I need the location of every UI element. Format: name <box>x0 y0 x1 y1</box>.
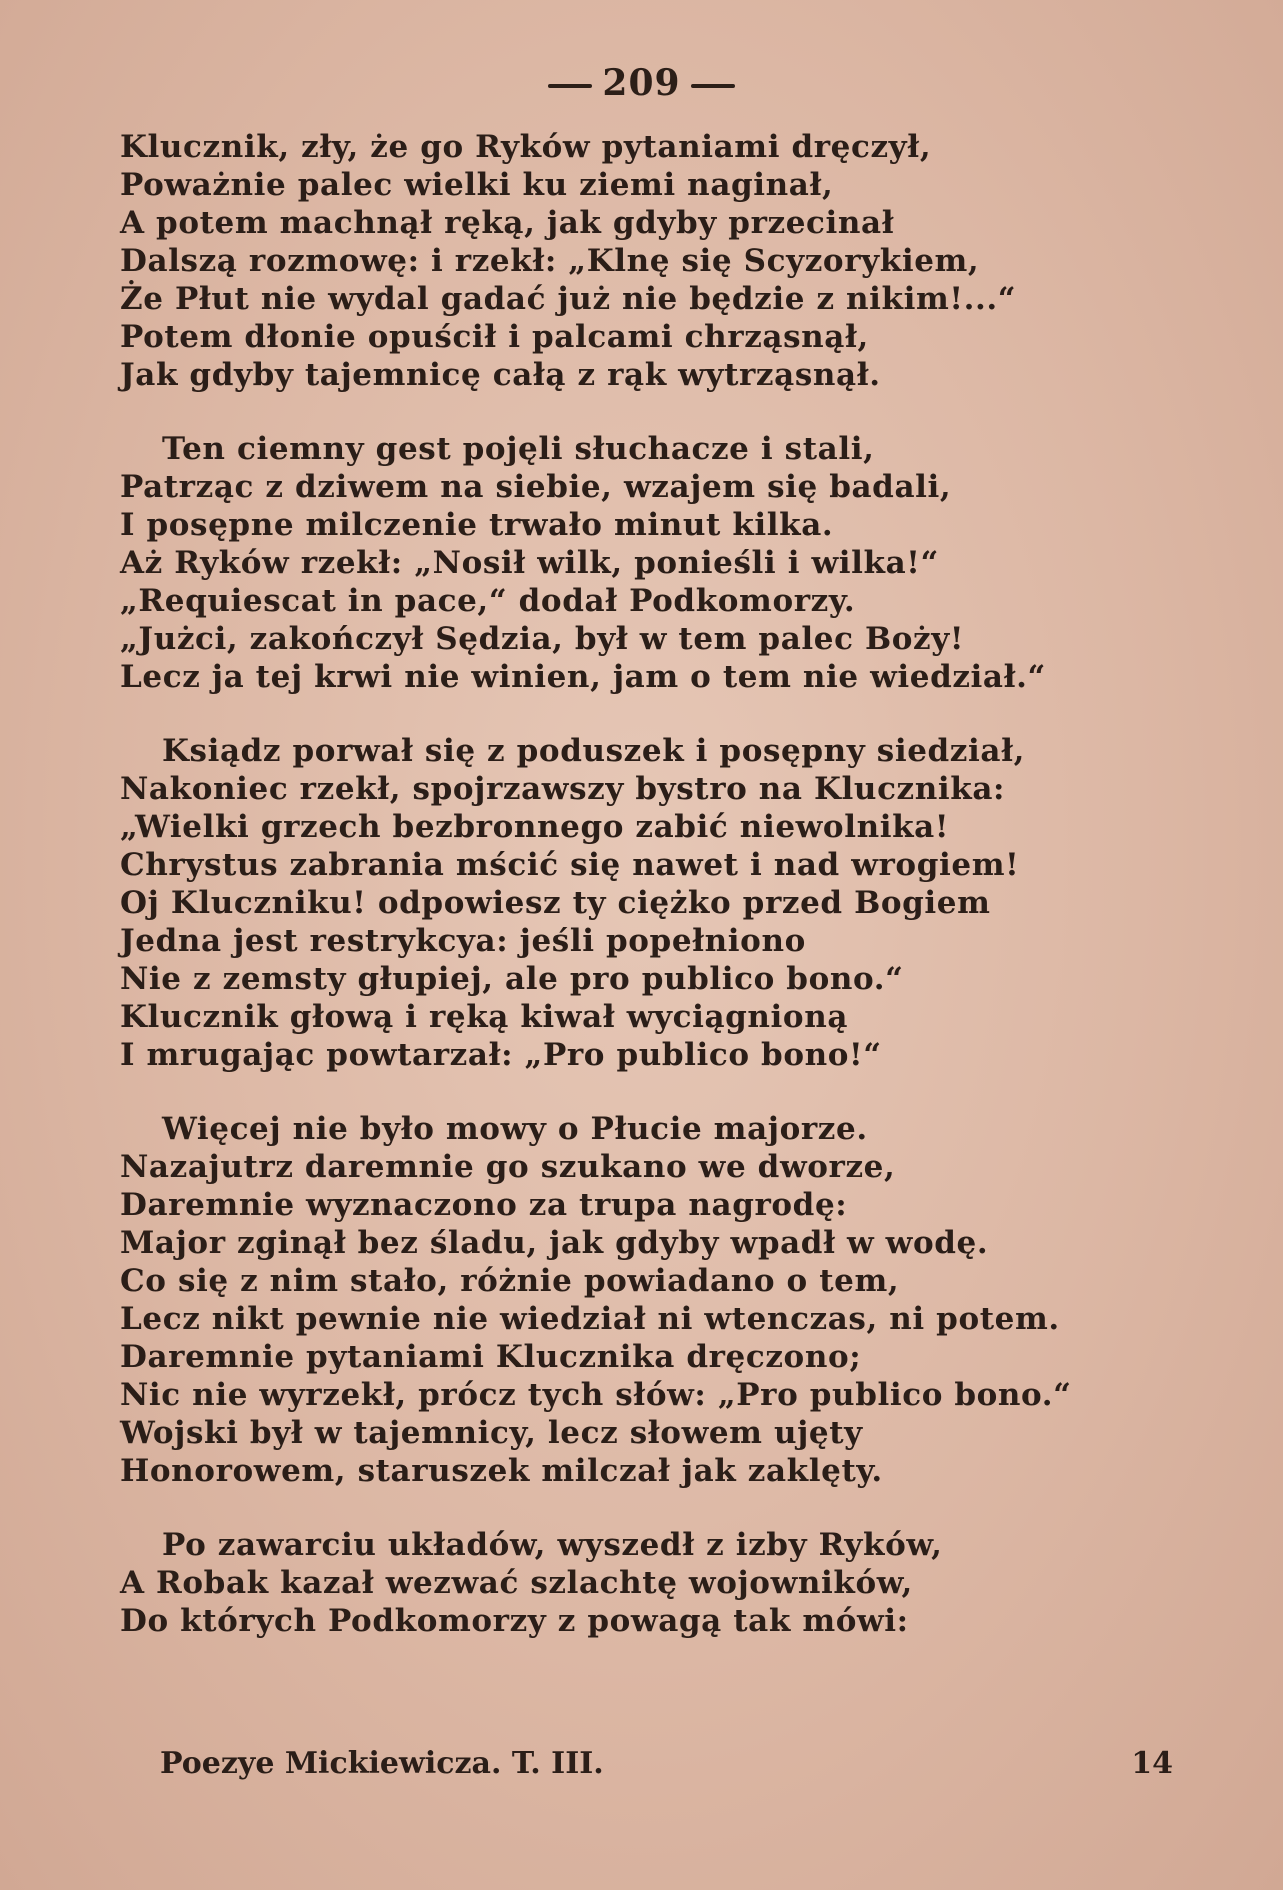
verse-line: „Jużci, zakończył Sędzia, był w tem palec Boży! <box>120 621 965 657</box>
verse-line: Oj Kluczniku! odpowiesz ty ciężko przed Bogiem <box>120 885 991 921</box>
verse-line: Lecz nikt pewnie nie wiedział ni wtenczas, ni potem. <box>120 1301 1060 1337</box>
stanza-1 <box>120 128 1180 394</box>
verse-line: „Wielki grzech bezbronnego zabić niewolnika! <box>120 809 950 845</box>
verse-line: A potem machnął ręką, jak gdyby przecinał <box>120 205 895 241</box>
page-number: 209 <box>602 62 681 104</box>
verse-line: Ksiądz porwał się z poduszek i posępny siedział, <box>162 733 1025 769</box>
verse-line: Lecz ja tej krwi nie winien, jam o tem nie wiedział.“ <box>120 659 1046 695</box>
verse-line: Nie z zemsty głupiej, ale pro publico bono.“ <box>120 961 904 997</box>
dash-right <box>691 84 735 88</box>
verse-line: Ten ciemny gest pojęli słuchacze i stali, <box>162 431 875 467</box>
verse-line: Że Płut nie wydal gadać już nie będzie z nikim!...“ <box>120 281 1017 317</box>
stanza-2 <box>120 430 1180 696</box>
page-number-header <box>0 62 1283 104</box>
verse-line: Poważnie palec wielki ku ziemi naginał, <box>120 167 834 203</box>
verse-line: Daremnie wyznaczono za trupa nagrodę: <box>120 1187 848 1223</box>
stanza-5 <box>120 1526 1180 1640</box>
verse-line: Aż Ryków rzekł: „Nosił wilk, ponieśli i wilka!“ <box>120 545 939 581</box>
verse-line: Klucznik, zły, że go Ryków pytaniami dręczył, <box>120 129 932 165</box>
verse-line: A Robak kazał wezwać szlachtę wojowników, <box>120 1565 913 1601</box>
verse-line: Klucznik głową i ręką kiwał wyciągnioną <box>120 999 849 1035</box>
verse-line: Do których Podkomorzy z powagą tak mówi: <box>120 1603 909 1639</box>
verse-line: Nakoniec rzekł, spojrzawszy bystro na Klucznika: <box>120 771 1006 807</box>
verse-line: Patrząc z dziwem na siebie, wzajem się badali, <box>120 469 952 505</box>
verse-line: Co się z nim stało, różnie powiadano o tem, <box>120 1263 900 1299</box>
verse-line: Chrystus zabrania mścić się nawet i nad wrogiem! <box>120 847 1020 883</box>
verse-line: Honorowem, staruszek milczał jak zaklęty. <box>120 1453 883 1489</box>
signature-number: 14 <box>1131 1746 1173 1781</box>
verse-line: Nazajutrz daremnie go szukano we dworze, <box>120 1149 896 1185</box>
verse-line: I posępne milczenie trwało minut kilka. <box>120 507 834 543</box>
dash-left <box>548 84 592 88</box>
verse-line: Potem dłonie opuścił i palcami chrząsnął, <box>120 319 869 355</box>
verse-line: Jak gdyby tajemnicę całą z rąk wytrząsnął. <box>120 357 881 393</box>
verse-line: Jedna jest restrykcya: jeśli popełniono <box>120 923 806 959</box>
poem-text <box>120 128 1180 1676</box>
footer-signature: Poezye Mickiewicza. T. III. <box>160 1746 604 1781</box>
verse-line: Wojski był w tajemnicy, lecz słowem ujęty <box>120 1415 863 1451</box>
verse-line: Nic nie wyrzekł, prócz tych słów: „Pro publico bono.“ <box>120 1377 1072 1413</box>
verse-line: Więcej nie było mowy o Płucie majorze. <box>162 1111 868 1147</box>
stanza-3 <box>120 732 1180 1074</box>
verse-line: Po zawarciu układów, wyszedł z izby Ryków, <box>162 1527 943 1563</box>
stanza-4 <box>120 1110 1180 1490</box>
verse-line: Major zginął bez śladu, jak gdyby wpadł w wodę. <box>120 1225 989 1261</box>
verse-line: „Requiescat in pace,“ dodał Podkomorzy. <box>120 583 856 619</box>
verse-line: Dalszą rozmowę: i rzekł: „Klnę się Scyzorykiem, <box>120 243 980 279</box>
verse-line: I mrugając powtarzał: „Pro publico bono!“ <box>120 1037 882 1073</box>
verse-line: Daremnie pytaniami Klucznika dręczono; <box>120 1339 862 1375</box>
page-footer <box>160 1746 1173 1781</box>
